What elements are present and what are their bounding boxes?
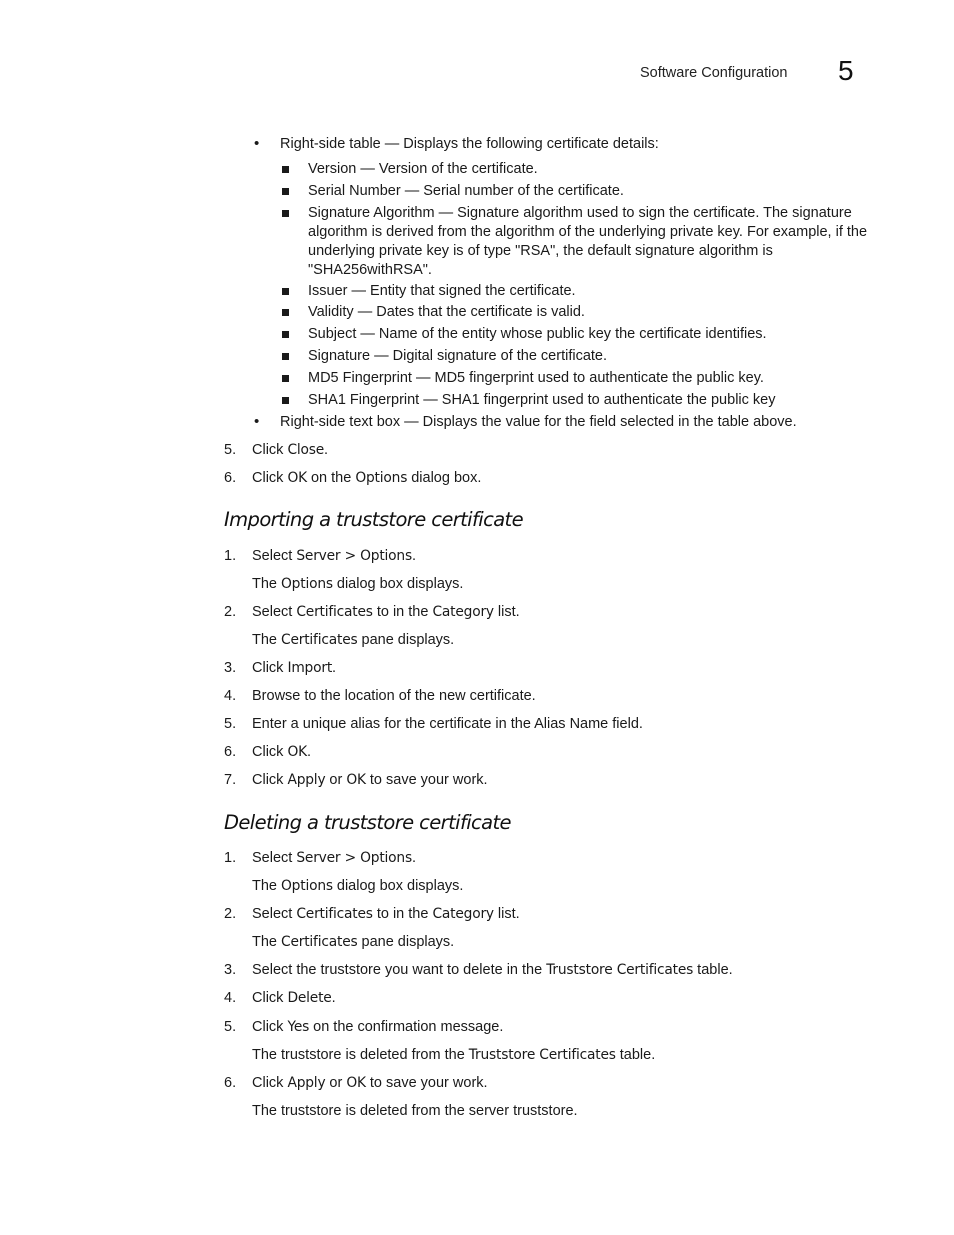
step-text: Click OK on the Options dialog box. [252, 470, 482, 486]
list-item: Right-side table — Displays the following certificate details: [280, 136, 659, 152]
step-result: The Certificates pane displays. [252, 934, 455, 950]
section-heading: Importing a truststore certificate [224, 508, 523, 531]
step-text: Click Delete. [252, 990, 336, 1006]
step-text: Click OK. [252, 744, 311, 760]
step-text: Select Certificates to in the Category list. [252, 906, 520, 922]
step-text: Enter a unique alias for the certificate in the Alias Name field. [252, 716, 643, 732]
section-heading: Deleting a truststore certificate [224, 811, 511, 834]
step-text: Select Server > Options. [252, 548, 416, 564]
square-bullet [282, 309, 289, 316]
step-number: 3. [224, 962, 237, 978]
step-number: 1. [224, 548, 237, 564]
step-number: 6. [224, 470, 237, 486]
list-item: MD5 Fingerprint — MD5 fingerprint used to authenticate the public key. [308, 370, 764, 386]
list-item: Version — Version of the certificate. [308, 161, 538, 177]
list-item: Serial Number — Serial number of the certificate. [308, 183, 624, 199]
list-item: Subject — Name of the entity whose public key the certificate identifies. [308, 326, 767, 342]
list-item: Signature Algorithm — Signature algorithm used to sign the certificate. The signature algorithm is derived from the algorithm of the underlying private key. For example, if the underlying private key is of type "RSA", the default signature algorithm is "SHA256withRSA". [308, 205, 868, 278]
square-bullet [282, 166, 289, 173]
step-number: 6. [224, 1075, 237, 1091]
step-text: Browse to the location of the new certificate. [252, 688, 536, 704]
step-number: 3. [224, 660, 237, 676]
step-text: Click Apply or OK to save your work. [252, 1075, 488, 1091]
step-text: Click Import. [252, 660, 337, 676]
chapter-number: 5 [838, 55, 854, 86]
bullet-dot: • [254, 413, 260, 430]
bullet-dot: • [254, 135, 260, 152]
list-item: Validity — Dates that the certificate is valid. [308, 304, 585, 320]
step-number: 5. [224, 716, 237, 732]
step-number: 7. [224, 772, 237, 788]
list-item: SHA1 Fingerprint — SHA1 fingerprint used to authenticate the public key [308, 392, 776, 408]
step-result: The Certificates pane displays. [252, 632, 455, 648]
step-result: The truststore is deleted from the server truststore. [252, 1103, 578, 1119]
square-bullet [282, 397, 289, 404]
step-number: 4. [224, 990, 237, 1006]
step-number: 4. [224, 688, 237, 704]
step-number: 5. [224, 442, 237, 458]
step-result: The truststore is deleted from the Truststore Certificates table. [252, 1047, 656, 1063]
step-text: Click Yes on the confirmation message. [252, 1019, 504, 1035]
square-bullet [282, 375, 289, 382]
step-text: Select Certificates to in the Category list. [252, 604, 520, 620]
step-number: 5. [224, 1019, 237, 1035]
step-number: 1. [224, 850, 237, 866]
square-bullet [282, 188, 289, 195]
square-bullet [282, 353, 289, 360]
step-text: Click Apply or OK to save your work. [252, 772, 488, 788]
list-item: Signature — Digital signature of the certificate. [308, 348, 608, 364]
list-item: Issuer — Entity that signed the certificate. [308, 283, 576, 299]
square-bullet [282, 331, 289, 338]
step-number: 6. [224, 744, 237, 760]
list-item: Right-side text box — Displays the value for the field selected in the table above. [280, 414, 797, 430]
step-number: 2. [224, 906, 237, 922]
section-title: Software Configuration [640, 65, 788, 81]
step-text: Select Server > Options. [252, 850, 416, 866]
square-bullet [282, 288, 289, 295]
step-result: The Options dialog box displays. [252, 576, 464, 592]
square-bullet [282, 210, 289, 217]
step-result: The Options dialog box displays. [252, 878, 464, 894]
step-number: 2. [224, 604, 237, 620]
step-text: Click Close. [252, 442, 329, 458]
step-text: Select the truststore you want to delete in the Truststore Certificates table. [252, 962, 733, 978]
